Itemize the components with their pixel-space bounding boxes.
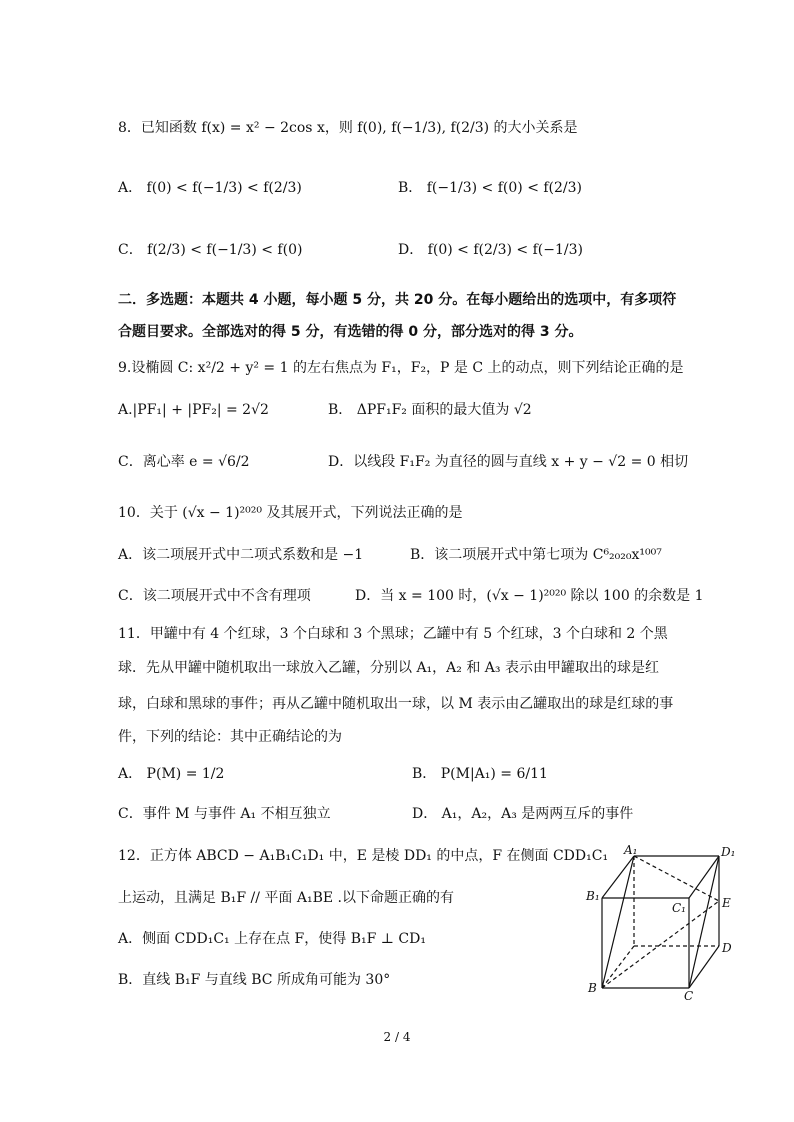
- q9-option-c: C．离心率 e = √6/2: [118, 454, 250, 470]
- section2-header-line2: 合题目要求。全部选对的得 5 分，有选错的得 0 分，部分选对的得 3 分。: [118, 324, 583, 340]
- q8-option-a: A． f(0) < f(−1/3) < f(2/3): [118, 180, 302, 196]
- label-b: B: [588, 981, 597, 995]
- page-number: 2 / 4: [383, 1030, 411, 1044]
- q8-option-b: B． f(−1/3) < f(0) < f(2/3): [398, 180, 583, 196]
- q8-option-d: D． f(0) < f(2/3) < f(−1/3): [398, 242, 583, 258]
- q10-option-d: D．当 x = 100 时，(√x − 1)²⁰²⁰ 除以 100 的余数是 1: [355, 588, 704, 604]
- q11-line4: 件，下列的结论：其中正确结论的为: [118, 729, 342, 745]
- q12-option-a: A．侧面 CDD₁C₁ 上存在点 F，使得 B₁F ⊥ CD₁: [118, 931, 426, 947]
- q12-line2: 上运动，且满足 B₁F // 平面 A₁BE .以下命题正确的有: [118, 890, 454, 906]
- q10-option-b: B．该二项展开式中第七项为 C⁶₂₀₂₀x¹⁰⁰⁷: [410, 547, 662, 563]
- segment-a1-b: [602, 856, 634, 988]
- label-d: D: [722, 941, 732, 955]
- q11-line3: 球，白球和黑球的事件；再从乙罐中随机取出一球，以 M 表示由乙罐取出的球是红球的事: [118, 696, 674, 712]
- q9-option-d: D．以线段 F₁F₂ 为直径的圆与直线 x + y − √2 = 0 相切: [328, 454, 689, 470]
- q12-line1: 12．正方体 ABCD − A₁B₁C₁D₁ 中，E 是棱 DD₁ 的中点，F 在侧面 CDD₁C₁: [118, 848, 609, 864]
- q11-option-a: A． P(M) = 1/2: [118, 766, 225, 782]
- segment-d1-c: [689, 856, 719, 988]
- q8-stem: 8．已知函数 f(x) = x² − 2cos x，则 f(0), f(−1/3), f(2/3) 的大小关系是: [118, 120, 578, 136]
- label-c1: C₁: [672, 901, 686, 915]
- q11-line1: 11．甲罐中有 4 个红球，3 个白球和 3 个黑球；乙罐中有 5 个红球，3 个白球和 2 个黑: [118, 626, 668, 642]
- q10-stem: 10．关于 (√x − 1)²⁰²⁰ 及其展开式，下列说法正确的是: [118, 505, 463, 521]
- q11-line2: 球．先从甲罐中随机取出一球放入乙罐，分别以 A₁，A₂ 和 A₃ 表示由甲罐取出的球是红: [118, 660, 659, 676]
- label-b1: B₁: [586, 889, 600, 903]
- segment-a1-e-hidden: [634, 856, 719, 901]
- cube-figure: [584, 842, 744, 1002]
- label-c: C: [684, 989, 694, 1002]
- q8-option-c: C． f(2/3) < f(−1/3) < f(0): [118, 242, 303, 258]
- q12-option-b: B．直线 B₁F 与直线 BC 所成角可能为 30°: [118, 972, 391, 988]
- label-a1: A₁: [624, 843, 638, 857]
- q11-option-d: D． A₁，A₂，A₃ 是两两互斥的事件: [412, 806, 634, 822]
- q11-option-c: C．事件 M 与事件 A₁ 不相互独立: [118, 806, 331, 822]
- section2-header-line1: 二．多选题：本题共 4 小题，每小题 5 分，共 20 分。在每小题给出的选项中，有多项符: [118, 292, 677, 308]
- label-e: E: [722, 896, 731, 910]
- label-d1: D₁: [721, 845, 736, 859]
- q10-option-a: A．该二项展开式中二项式系数和是 −1: [118, 547, 364, 563]
- q10-option-c: C．该二项展开式中不含有理项: [118, 588, 311, 604]
- q9-option-b: B． ΔPF₁F₂ 面积的最大值为 √2: [328, 402, 532, 418]
- q9-option-a: A.|PF₁| + |PF₂| = 2√2: [118, 402, 269, 418]
- q11-option-b: B． P(M|A₁) = 6/11: [412, 766, 548, 782]
- q9-stem: 9.设椭圆 C: x²/2 + y² = 1 的左右焦点为 F₁，F₂，P 是 C 上的动点，则下列结论正确的是: [118, 360, 684, 376]
